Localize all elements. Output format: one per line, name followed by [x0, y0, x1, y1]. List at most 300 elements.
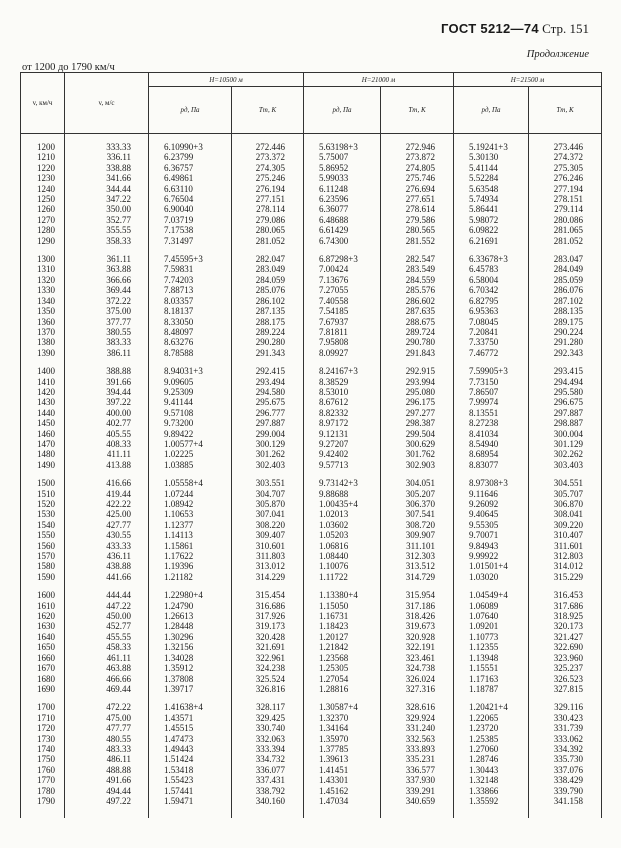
spacer-cell	[21, 582, 65, 590]
cell-t-10500: 293.494	[232, 377, 304, 387]
cell-p-21500: 8.68954	[454, 449, 529, 459]
cell-p-21500: 1.04549+4	[454, 590, 529, 600]
cell-t-21000: 272.946	[381, 142, 454, 152]
cell-p-21500: 1.15551	[454, 663, 529, 673]
cell-p-21500: 1.01501+4	[454, 561, 529, 571]
row-spacer	[21, 470, 602, 478]
cell-t-10500: 300.129	[232, 439, 304, 449]
cell-v-ms: 388.88	[65, 366, 149, 376]
cell-p-21500: 8.97308+3	[454, 478, 529, 488]
cell-p-21000: 1.05203	[304, 530, 381, 540]
table-row	[21, 713, 602, 723]
cell-p-21000: 1.30587+4	[304, 702, 381, 712]
spacer-cell	[304, 694, 381, 702]
cell-p-21500: 1.17163	[454, 674, 529, 684]
cell-p-10500: 1.55423	[149, 775, 232, 785]
cell-v-ms: 336.11	[65, 152, 149, 162]
table-row	[21, 348, 602, 358]
cell-p-21000: 7.67937	[304, 317, 381, 327]
cell-v-ms: 394.44	[65, 387, 149, 397]
spacer-cell	[529, 470, 602, 478]
cell-p-21500: 8.27238	[454, 418, 529, 428]
table-row	[21, 796, 602, 806]
table-row	[21, 765, 602, 775]
spacer-cell	[149, 246, 232, 254]
spacer-cell	[232, 806, 304, 818]
cell-t-21000: 285.576	[381, 285, 454, 295]
cell-t-21500: 300.004	[529, 429, 602, 439]
cell-v-kmh: 1280	[21, 225, 65, 235]
cell-t-21000: 304.051	[381, 478, 454, 488]
spacer-cell	[529, 694, 602, 702]
cell-v-kmh: 1340	[21, 296, 65, 306]
cell-t-21500: 322.690	[529, 642, 602, 652]
cell-t-21500: 288.135	[529, 306, 602, 316]
cell-t-10500: 314.229	[232, 572, 304, 582]
spacer-cell	[21, 358, 65, 366]
cell-t-21500: 297.887	[529, 408, 602, 418]
cell-p-10500: 1.30296	[149, 632, 232, 642]
cell-v-ms: 355.55	[65, 225, 149, 235]
cell-v-kmh: 1350	[21, 306, 65, 316]
spacer-cell	[149, 134, 232, 143]
cell-t-21000: 277.651	[381, 194, 454, 204]
cell-p-21000: 8.53010	[304, 387, 381, 397]
table-row	[21, 601, 602, 611]
atmosphere-table	[20, 72, 602, 818]
cell-p-21000: 1.21842	[304, 642, 381, 652]
table-row	[21, 397, 602, 407]
cell-p-21000: 9.73142+3	[304, 478, 381, 488]
standard-number: ГОСТ 5212—74	[440, 21, 539, 36]
cell-v-kmh: 1310	[21, 264, 65, 274]
cell-p-21000: 7.81811	[304, 327, 381, 337]
cell-t-10500: 274.305	[232, 163, 304, 173]
cell-v-ms: 494.44	[65, 786, 149, 796]
cell-p-21000: 8.82332	[304, 408, 381, 418]
table-row	[21, 460, 602, 470]
range-label: от 1200 до 1790 км/ч	[22, 62, 115, 73]
cell-p-21500: 6.21691	[454, 236, 529, 246]
cell-v-ms: 347.22	[65, 194, 149, 204]
cell-t-10500: 320.428	[232, 632, 304, 642]
spacer-cell	[304, 134, 381, 143]
cell-t-10500: 282.047	[232, 254, 304, 264]
cell-p-21000: 5.63198+3	[304, 142, 381, 152]
cell-t-10500: 317.926	[232, 611, 304, 621]
cell-t-21000: 327.316	[381, 684, 454, 694]
cell-t-10500: 315.454	[232, 590, 304, 600]
spacer-cell	[149, 582, 232, 590]
cell-p-21000: 1.41451	[304, 765, 381, 775]
cell-v-kmh: 1480	[21, 449, 65, 459]
cell-v-kmh: 1750	[21, 754, 65, 764]
cell-t-21500: 338.429	[529, 775, 602, 785]
cell-t-21000: 324.738	[381, 663, 454, 673]
cell-p-21500: 7.33750	[454, 337, 529, 347]
cell-t-10500: 310.601	[232, 541, 304, 551]
cell-p-10500: 1.12377	[149, 520, 232, 530]
table-row	[21, 489, 602, 499]
cell-t-10500: 302.403	[232, 460, 304, 470]
cell-t-10500: 308.220	[232, 520, 304, 530]
cell-t-21000: 279.586	[381, 215, 454, 225]
spacer-cell	[529, 358, 602, 366]
table-row	[21, 306, 602, 316]
cell-t-21500: 310.407	[529, 530, 602, 540]
cell-t-10500: 288.175	[232, 317, 304, 327]
cell-v-kmh: 1600	[21, 590, 65, 600]
cell-v-ms: 497.22	[65, 796, 149, 806]
spacer-cell	[65, 358, 149, 366]
cell-t-21000: 283.549	[381, 264, 454, 274]
cell-p-10500: 9.73200	[149, 418, 232, 428]
table-row	[21, 520, 602, 530]
table-row	[21, 204, 602, 214]
cell-p-10500: 7.31497	[149, 236, 232, 246]
row-spacer	[21, 134, 602, 143]
col-header-p-2: pд, Па	[304, 87, 381, 134]
cell-p-21000: 7.40558	[304, 296, 381, 306]
cell-t-10500: 332.063	[232, 734, 304, 744]
row-spacer	[21, 582, 602, 590]
cell-t-21000: 315.954	[381, 590, 454, 600]
cell-p-21000: 1.47034	[304, 796, 381, 806]
cell-p-21000: 9.27207	[304, 439, 381, 449]
cell-t-21500: 302.262	[529, 449, 602, 459]
cell-t-10500: 321.691	[232, 642, 304, 652]
cell-t-10500: 322.961	[232, 653, 304, 663]
cell-p-21000: 1.11722	[304, 572, 381, 582]
cell-v-kmh: 1360	[21, 317, 65, 327]
cell-t-21000: 312.303	[381, 551, 454, 561]
cell-v-ms: 341.66	[65, 173, 149, 183]
cell-v-kmh: 1580	[21, 561, 65, 571]
cell-t-21500: 303.403	[529, 460, 602, 470]
cell-t-21500: 274.372	[529, 152, 602, 162]
cell-v-ms: 338.88	[65, 163, 149, 173]
cell-v-kmh: 1660	[21, 653, 65, 663]
cell-v-kmh: 1650	[21, 642, 65, 652]
cell-t-21000: 297.277	[381, 408, 454, 418]
table-row	[21, 377, 602, 387]
cell-p-21000: 5.99033	[304, 173, 381, 183]
cell-v-kmh: 1220	[21, 163, 65, 173]
cell-t-21500: 281.065	[529, 225, 602, 235]
cell-p-21000: 1.03602	[304, 520, 381, 530]
cell-t-21000: 337.930	[381, 775, 454, 785]
cell-t-21000: 292.915	[381, 366, 454, 376]
cell-t-21000: 318.426	[381, 611, 454, 621]
cell-p-10500: 1.19396	[149, 561, 232, 571]
row-spacer	[21, 246, 602, 254]
cell-v-ms: 366.66	[65, 275, 149, 285]
cell-p-21000: 1.02013	[304, 509, 381, 519]
cell-v-kmh: 1370	[21, 327, 65, 337]
row-spacer	[21, 806, 602, 818]
cell-p-21000: 9.12131	[304, 429, 381, 439]
cell-p-21500: 5.63548	[454, 184, 529, 194]
cell-p-21000: 1.35970	[304, 734, 381, 744]
cell-t-21500: 323.960	[529, 653, 602, 663]
cell-p-10500: 1.32156	[149, 642, 232, 652]
cell-p-21000: 8.97172	[304, 418, 381, 428]
cell-p-21500: 7.59905+3	[454, 366, 529, 376]
cell-t-21000: 284.559	[381, 275, 454, 285]
cell-v-kmh: 1230	[21, 173, 65, 183]
table-row	[21, 509, 602, 519]
cell-p-10500: 7.59831	[149, 264, 232, 274]
cell-p-21500: 1.30443	[454, 765, 529, 775]
spacer-cell	[65, 582, 149, 590]
cell-v-ms: 408.33	[65, 439, 149, 449]
cell-t-10500: 284.059	[232, 275, 304, 285]
cell-t-21500: 293.415	[529, 366, 602, 376]
cell-p-10500: 1.15861	[149, 541, 232, 551]
cell-p-21500: 1.33866	[454, 786, 529, 796]
cell-t-21000: 278.614	[381, 204, 454, 214]
cell-t-10500: 333.394	[232, 744, 304, 754]
cell-t-21000: 301.762	[381, 449, 454, 459]
cell-t-21500: 314.012	[529, 561, 602, 571]
cell-p-10500: 1.57441	[149, 786, 232, 796]
cell-p-10500: 1.22980+4	[149, 590, 232, 600]
cell-t-21500: 298.887	[529, 418, 602, 428]
cell-t-21500: 321.427	[529, 632, 602, 642]
cell-t-10500: 287.135	[232, 306, 304, 316]
cell-t-10500: 276.194	[232, 184, 304, 194]
cell-v-ms: 466.66	[65, 674, 149, 684]
continuation-label: Продолжение	[526, 49, 589, 60]
cell-v-kmh: 1540	[21, 520, 65, 530]
cell-p-21500: 8.54940	[454, 439, 529, 449]
spacer-cell	[232, 582, 304, 590]
spacer-cell	[149, 358, 232, 366]
cell-t-21500: 287.102	[529, 296, 602, 306]
cell-p-21500: 9.26092	[454, 499, 529, 509]
cell-v-kmh: 1240	[21, 184, 65, 194]
table-row	[21, 590, 602, 600]
cell-t-21500: 315.229	[529, 572, 602, 582]
cell-v-kmh: 1420	[21, 387, 65, 397]
cell-t-21000: 309.907	[381, 530, 454, 540]
table-row	[21, 408, 602, 418]
cell-t-21500: 316.453	[529, 590, 602, 600]
cell-p-21500: 9.40645	[454, 509, 529, 519]
cell-v-kmh: 1680	[21, 674, 65, 684]
cell-t-21500: 289.175	[529, 317, 602, 327]
cell-p-21500: 5.86441	[454, 204, 529, 214]
cell-p-21500: 5.41144	[454, 163, 529, 173]
cell-t-21000: 295.080	[381, 387, 454, 397]
cell-p-10500: 1.26613	[149, 611, 232, 621]
table-row	[21, 611, 602, 621]
cell-v-ms: 380.55	[65, 327, 149, 337]
spacer-cell	[304, 246, 381, 254]
cell-p-21500: 6.58004	[454, 275, 529, 285]
cell-t-21000: 289.724	[381, 327, 454, 337]
cell-t-21000: 305.207	[381, 489, 454, 499]
spacer-cell	[304, 582, 381, 590]
cell-t-21500: 308.041	[529, 509, 602, 519]
cell-p-21000: 1.45162	[304, 786, 381, 796]
cell-p-21000: 1.25305	[304, 663, 381, 673]
cell-v-kmh: 1430	[21, 397, 65, 407]
cell-p-21500: 7.46772	[454, 348, 529, 358]
cell-v-ms: 391.66	[65, 377, 149, 387]
spacer-cell	[304, 470, 381, 478]
cell-p-21500: 1.09201	[454, 621, 529, 631]
spacer-cell	[454, 582, 529, 590]
cell-t-21500: 335.730	[529, 754, 602, 764]
cell-t-21500: 341.158	[529, 796, 602, 806]
cell-p-10500: 1.53418	[149, 765, 232, 775]
cell-p-21000: 1.34164	[304, 723, 381, 733]
table-row	[21, 418, 602, 428]
cell-v-ms: 383.33	[65, 337, 149, 347]
cell-t-21500: 309.220	[529, 520, 602, 530]
spacer-cell	[381, 470, 454, 478]
cell-t-21500: 339.790	[529, 786, 602, 796]
cell-t-10500: 295.675	[232, 397, 304, 407]
cell-v-ms: 400.00	[65, 408, 149, 418]
cell-t-10500: 280.065	[232, 225, 304, 235]
cell-t-21000: 336.577	[381, 765, 454, 775]
cell-p-21500: 1.23720	[454, 723, 529, 733]
cell-v-ms: 375.00	[65, 306, 149, 316]
col-header-p-3: pд, Па	[454, 87, 529, 134]
spacer-cell	[529, 246, 602, 254]
col-header-t-2: Tт, К	[381, 87, 454, 134]
cell-v-kmh: 1460	[21, 429, 65, 439]
spacer-cell	[65, 694, 149, 702]
cell-p-21000: 1.32370	[304, 713, 381, 723]
cell-v-ms: 472.22	[65, 702, 149, 712]
cell-t-21000: 290.780	[381, 337, 454, 347]
spacer-cell	[65, 470, 149, 478]
spacer-cell	[21, 470, 65, 478]
cell-v-kmh: 1390	[21, 348, 65, 358]
cell-p-21500: 1.22065	[454, 713, 529, 723]
cell-t-21000: 333.893	[381, 744, 454, 754]
cell-p-10500: 8.33050	[149, 317, 232, 327]
cell-p-21500: 6.45783	[454, 264, 529, 274]
cell-p-21000: 6.36077	[304, 204, 381, 214]
cell-p-10500: 8.63276	[149, 337, 232, 347]
cell-v-ms: 333.33	[65, 142, 149, 152]
cell-v-ms: 480.55	[65, 734, 149, 744]
cell-p-21000: 8.09927	[304, 348, 381, 358]
cell-t-10500: 291.343	[232, 348, 304, 358]
cell-t-21000: 340.659	[381, 796, 454, 806]
cell-p-10500: 1.35912	[149, 663, 232, 673]
table-row	[21, 184, 602, 194]
cell-p-21500: 6.95363	[454, 306, 529, 316]
spacer-cell	[529, 134, 602, 143]
cell-v-kmh: 1640	[21, 632, 65, 642]
table-row	[21, 317, 602, 327]
table-row	[21, 254, 602, 264]
cell-v-kmh: 1590	[21, 572, 65, 582]
cell-p-10500: 1.59471	[149, 796, 232, 806]
cell-p-21500: 5.98072	[454, 215, 529, 225]
cell-p-10500: 1.08942	[149, 499, 232, 509]
cell-p-10500: 8.78588	[149, 348, 232, 358]
cell-v-kmh: 1320	[21, 275, 65, 285]
table-row	[21, 653, 602, 663]
cell-v-ms: 413.88	[65, 460, 149, 470]
table-header	[21, 73, 602, 134]
cell-t-21500: 317.686	[529, 601, 602, 611]
cell-p-21000: 1.37785	[304, 744, 381, 754]
cell-p-21500: 9.55305	[454, 520, 529, 530]
spacer-cell	[149, 806, 232, 818]
cell-v-kmh: 1450	[21, 418, 65, 428]
cell-p-10500: 1.37808	[149, 674, 232, 684]
cell-t-10500: 304.707	[232, 489, 304, 499]
cell-v-ms: 427.77	[65, 520, 149, 530]
cell-p-10500: 7.17538	[149, 225, 232, 235]
col-header-v-kmh: v, км/ч	[21, 73, 65, 134]
cell-v-ms: 361.11	[65, 254, 149, 264]
cell-t-21000: 328.616	[381, 702, 454, 712]
spacer-cell	[232, 134, 304, 143]
row-spacer	[21, 694, 602, 702]
spacer-cell	[529, 806, 602, 818]
cell-t-10500: 336.077	[232, 765, 304, 775]
table-row	[21, 285, 602, 295]
spacer-cell	[232, 246, 304, 254]
cell-t-21000: 296.175	[381, 397, 454, 407]
cell-v-kmh: 1730	[21, 734, 65, 744]
cell-v-ms: 350.00	[65, 204, 149, 214]
cell-p-21500: 6.82795	[454, 296, 529, 306]
cell-t-21000: 311.101	[381, 541, 454, 551]
cell-p-21500: 1.10773	[454, 632, 529, 642]
cell-v-ms: 358.33	[65, 236, 149, 246]
cell-v-ms: 369.44	[65, 285, 149, 295]
cell-t-21000: 339.291	[381, 786, 454, 796]
cell-p-21000: 1.15050	[304, 601, 381, 611]
cell-t-21000: 332.563	[381, 734, 454, 744]
table-row	[21, 499, 602, 509]
table-row	[21, 439, 602, 449]
cell-t-10500: 337.431	[232, 775, 304, 785]
cell-t-21000: 274.805	[381, 163, 454, 173]
cell-v-ms: 430.55	[65, 530, 149, 540]
spacer-cell	[21, 806, 65, 818]
cell-v-ms: 469.44	[65, 684, 149, 694]
cell-t-21500: 312.803	[529, 551, 602, 561]
spacer-cell	[381, 246, 454, 254]
cell-t-21500: 337.076	[529, 765, 602, 775]
cell-t-10500: 334.732	[232, 754, 304, 764]
cell-p-10500: 6.49861	[149, 173, 232, 183]
table-row	[21, 275, 602, 285]
cell-p-21500: 1.06089	[454, 601, 529, 611]
cell-p-10500: 8.48097	[149, 327, 232, 337]
cell-p-21000: 6.74300	[304, 236, 381, 246]
table-row	[21, 572, 602, 582]
altitude-header-2: H=21000 м	[304, 73, 454, 87]
cell-v-kmh: 1670	[21, 663, 65, 673]
table-row	[21, 236, 602, 246]
cell-t-10500: 340.160	[232, 796, 304, 806]
cell-p-21500: 7.99974	[454, 397, 529, 407]
cell-v-kmh: 1610	[21, 601, 65, 611]
cell-t-21500: 273.446	[529, 142, 602, 152]
spacer-cell	[454, 358, 529, 366]
